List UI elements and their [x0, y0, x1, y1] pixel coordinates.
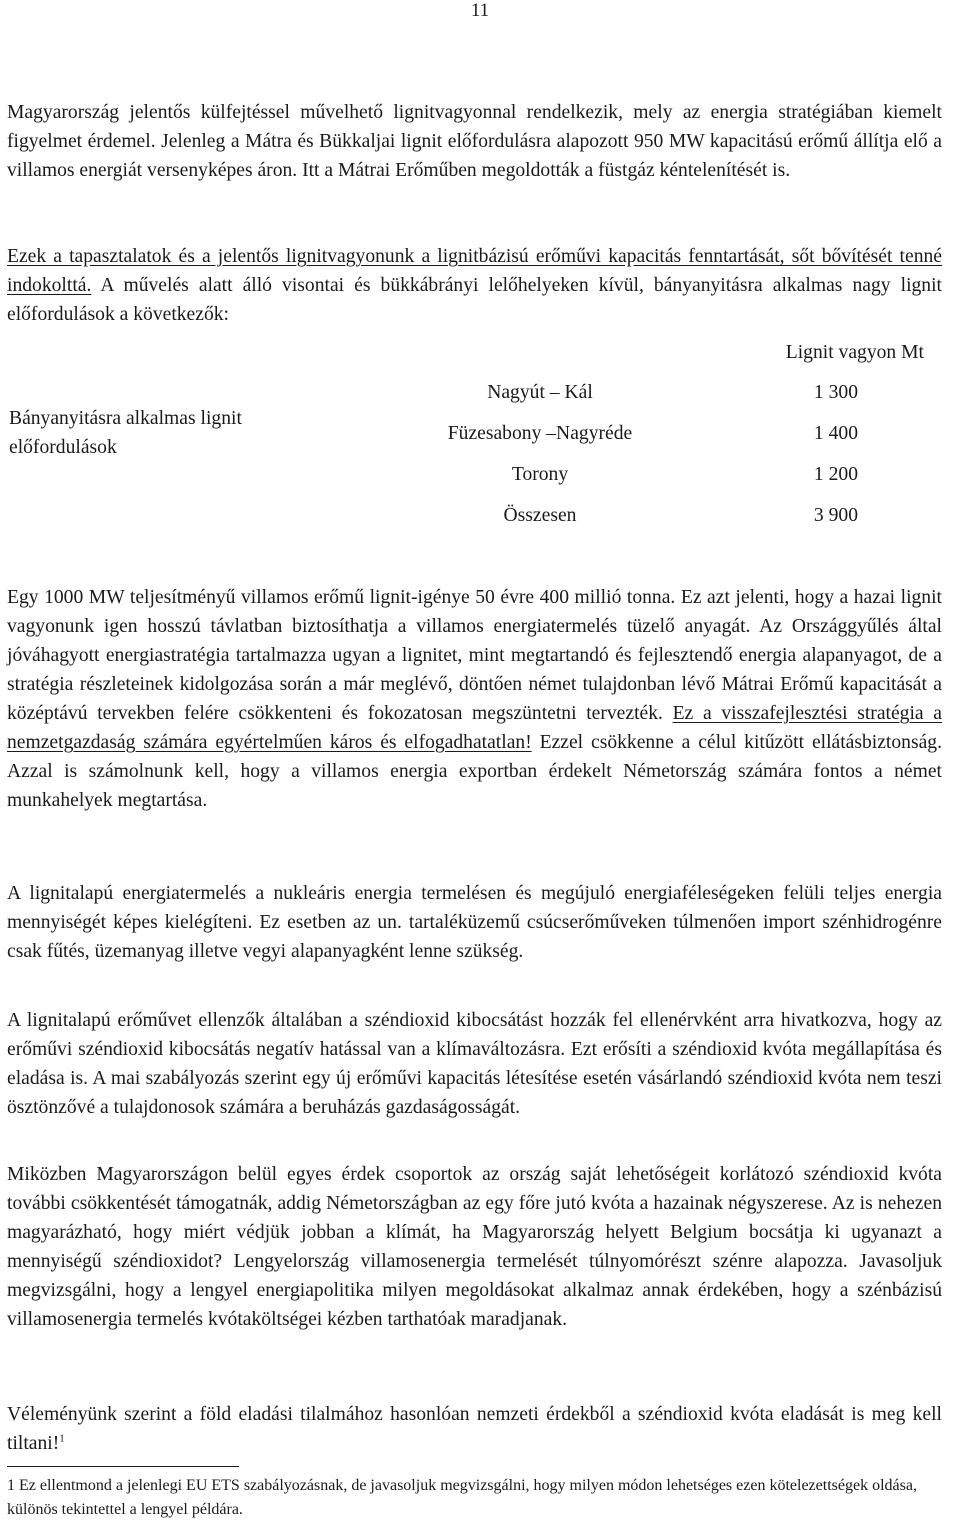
page-number: 11 — [470, 0, 490, 21]
table-row-name: Nagyút – Kál — [487, 382, 593, 403]
table-header: Lignit vagyon Mt — [785, 342, 924, 363]
underlined-statement: Ezek a tapasztalatok és a jelentős lignitvagyonunk a lignitbázisú erőművi kapacitás fenntartását, sőt bővítését tenné indokolttá. — [7, 246, 942, 296]
paragraph-text: Ezzel csökkenne a célul kitűzött ellátásbiztonság. Azzal is számolnunk kell, hogy a villamos energia exportban érdekelt Németország számára fontos a német munkahelyek megtartása. — [7, 732, 942, 811]
table-row-label: Bányanyitásra alkalmas lignit előfordulások — [9, 408, 242, 458]
paragraph-power-plant — [7, 583, 942, 815]
paragraph-lignite-deposits — [7, 242, 942, 329]
footnote-number: 1 — [7, 1477, 15, 1494]
paragraph-text: Egy 1000 MW teljesítményű villamos erőmű lignit-igénye 50 évre 400 millió tonna. Ez azt jelenti, hogy a hazai lignit vagyonunk igen hosszú távlatban biztosíthatja a villamos energiatermelés tüzelő anyagát. Az Országgyűlés által jóváhagyott energiastratégia tartalmazza ugyan a lignitet, mint megtartandó és fejlesztendő energia alapanyagot, de a stratégia részleteinek kidolgozása során a már meglévő, döntően német tulajdonban lévő Mátrai Erőmű kapacitását a középtávú tervekben felére csökkenteni és fokozatosan megszüntetni tervezték. — [7, 587, 942, 724]
underlined-statement: Ez a visszafejlesztési stratégia a nemzetgazdaság számára egyértelműen káros és elfogadhatatlan! — [7, 703, 942, 753]
table-row-name: Összesen — [503, 505, 577, 526]
paragraph-lignite-intro: Magyarország jelentős külfejtéssel művelhető lignitvagyonnal rendelkezik, mely az energia stratégiában kiemelt figyelmet érdemel. Jelenleg a Mátra és Bükkaljai lignit előfordulásra alapozott 950 MW kapacitású erőmű állítja elő a villamos energiát versenyképes áron. Itt a Mátrai Erőműben megoldották a füstgáz kéntelenítését is. — [7, 102, 942, 181]
table-row-value: 1 400 — [813, 423, 858, 444]
table-row-name: Torony — [511, 464, 569, 485]
paragraph-conclusion — [7, 1400, 942, 1458]
paragraph-text: Véleményünk szerint a föld eladási tilalmához hasonlóan nemzeti érdekből a széndioxid kvóta eladását is meg kell tiltani! — [7, 1404, 942, 1454]
table-row-value: 1 200 — [813, 464, 858, 485]
paragraph-lignite-energy: A lignitalapú energiatermelés a nukleáris energia termelésen és megújuló energiaféleségeken felüli teljes energia mennyiségét képes kielégíteni. Ez esetben az un. tartaléküzemű csúcserőműveken túlmenően import szénhidrogénre csak fűtés, üzemanyag illetve vegyi alapanyagként lenne szükség. — [7, 883, 942, 962]
paragraph-text: A művelés alatt álló visontai és bükkábrányi lelőhelyeken kívül, bányanyitásra alkalmas nagy lignit előfordulások a következők: — [7, 275, 942, 325]
table-row-value: 3 900 — [813, 505, 858, 526]
paragraph-co2-quota: Miközben Magyarországon belül egyes érdek csoportok az ország saját lehetőségeit korlátozó széndioxid kvóta további csökkentését támogatnák, addig Németországban az egy főre jutó kvóta a hazainak négyszerese. Az is nehezen magyarázható, hogy miért védjük jobban a klímát, ha Magyarország helyett Belgium bocsátja ki ugyanazt a mennyiségű széndioxidot? Lengyelország villamosenergia termelését túlnyomórészt szénre alapozza. Javasoljuk megvizsgálni, hogy a lengyel energiapolitika milyen megoldásokat alkalmaz annak érdekében, hogy a szénbázisú villamosenergia termelés kvótaköltségei kézben tarthatóak maradjanak. — [7, 1164, 942, 1330]
footnote-text: Ez ellentmond a jelenlegi EU ETS szabályozásnak, de javasoljuk megvizsgálni, hogy milyen módon lehetséges ezen kötelezettségek oldása, különös tekintettel a lengyel példára. — [7, 1477, 917, 1518]
footnote — [7, 1474, 942, 1522]
footnote-reference: 1 — [59, 1432, 65, 1445]
footnote-divider — [7, 1466, 239, 1467]
table-row-value: 1 300 — [813, 382, 858, 403]
paragraph-co2-opponents: A lignitalapú erőművet ellenzők általában a széndioxid kibocsátást hozzák fel ellenérvként arra hivatkozva, hogy az erőművi széndioxid kibocsátás negatív hatással van a klímaváltozásra. Ezt erősíti a széndioxid kvóta megállapítása és eladása is. A mai szabályozás szerint egy új erőművi kapacitás létesítése esetén vásárlandó széndioxid kvóta nem teszi ösztönzővé a tulajdonosok számára a beruházás gazdaságosságát. — [7, 1010, 942, 1118]
table-row-name: Füzesabony –Nagyréde — [447, 423, 633, 444]
